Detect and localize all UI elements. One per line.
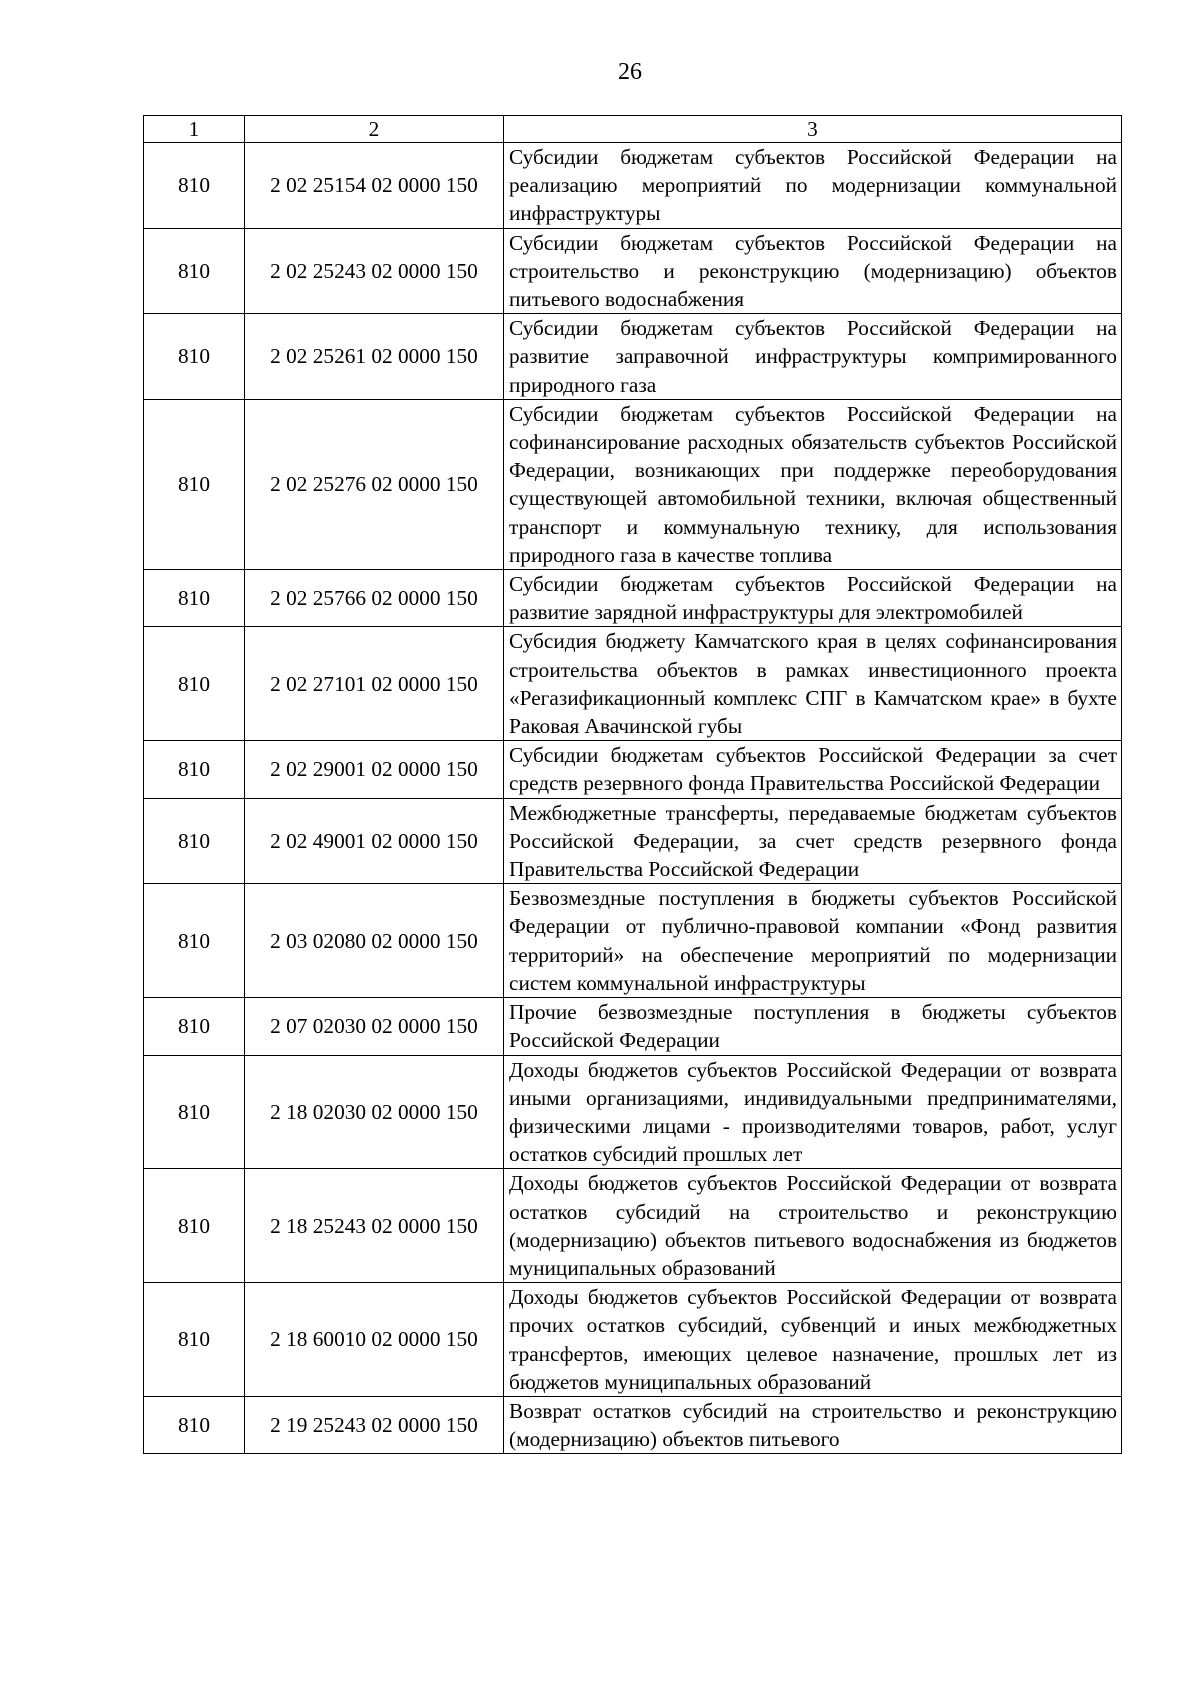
table-row [144,228,1122,314]
revenue-code-cell: 2 02 25154 02 0000 150 [245,143,504,229]
admin-code-cell: 810 [144,314,245,400]
revenue-code-cell: 2 03 02080 02 0000 150 [245,884,504,998]
description-cell: Доходы бюджетов субъектов Российской Федерации от возврата прочих остатков субсидий, субвенций и иных межбюджетных трансфертов, имеющих целевое назначение, прошлых лет из бюджетов муниципальных образований [504,1283,1122,1397]
description-cell: Безвозмездные поступления в бюджеты субъектов Российской Федерации от публично-правовой компании «Фонд развития территорий» на обеспечение мероприятий по модернизации систем коммунальной инфраструктуры [504,884,1122,998]
table-row [144,399,1122,569]
description-cell: Субсидии бюджетам субъектов Российской Федерации на софинансирование расходных обязательств субъектов Российской Федерации, возникающих при поддержке переоборудования существующей автомобильной техники, включая общественный транспорт и коммунальную технику, для использования природного газа в качестве топлива [504,399,1122,569]
description-cell: Субсидии бюджетам субъектов Российской Федерации на развитие зарядной инфраструктуры для электромобилей [504,570,1122,627]
description-cell: Субсидии бюджетам субъектов Российской Федерации за счет средств резервного фонда Правительства Российской Федерации [504,741,1122,798]
admin-code-cell: 810 [144,998,245,1055]
table-row [144,884,1122,998]
revenue-code-cell: 2 02 25276 02 0000 150 [245,399,504,569]
table-header-row [144,116,1122,143]
page-number: 26 [618,59,642,85]
table-row [144,1396,1122,1453]
table-row [144,798,1122,884]
admin-code-cell: 810 [144,1055,245,1169]
header-col-3: 3 [504,116,1122,143]
admin-code-cell: 810 [144,798,245,884]
admin-code-cell: 810 [144,143,245,229]
revenue-code-cell: 2 02 27101 02 0000 150 [245,627,504,741]
admin-code-cell: 810 [144,570,245,627]
admin-code-cell: 810 [144,741,245,798]
admin-code-cell: 810 [144,1396,245,1453]
revenue-code-cell: 2 18 60010 02 0000 150 [245,1283,504,1397]
revenue-code-cell: 2 02 25261 02 0000 150 [245,314,504,400]
revenue-code-cell: 2 07 02030 02 0000 150 [245,998,504,1055]
description-cell: Субсидии бюджетам субъектов Российской Федерации на строительство и реконструкцию (модернизацию) объектов питьевого водоснабжения [504,228,1122,314]
admin-code-cell: 810 [144,228,245,314]
header-col-2: 2 [245,116,504,143]
description-cell: Возврат остатков субсидий на строительство и реконструкцию (модернизацию) объектов питьевого [504,1396,1122,1453]
table-row [144,570,1122,627]
description-cell: Доходы бюджетов субъектов Российской Федерации от возврата остатков субсидий на строительство и реконструкцию (модернизацию) объектов питьевого водоснабжения из бюджетов муниципальных образований [504,1169,1122,1283]
revenue-code-cell: 2 02 25766 02 0000 150 [245,570,504,627]
admin-code-cell: 810 [144,884,245,998]
table-row [144,741,1122,798]
admin-code-cell: 810 [144,1169,245,1283]
revenue-code-cell: 2 18 02030 02 0000 150 [245,1055,504,1169]
table-row [144,1169,1122,1283]
revenue-code-cell: 2 02 49001 02 0000 150 [245,798,504,884]
table-row [144,627,1122,741]
description-cell: Прочие безвозмездные поступления в бюджеты субъектов Российской Федерации [504,998,1122,1055]
admin-code-cell: 810 [144,627,245,741]
revenue-codes-table [143,115,1122,1454]
header-col-1: 1 [144,116,245,143]
table-row [144,314,1122,400]
description-cell: Субсидия бюджету Камчатского края в целях софинансирования строительства объектов в рамках инвестиционного проекта «Регазификационный комплекс СПГ в Камчатском крае» в бухте Раковая Авачинской губы [504,627,1122,741]
description-cell: Субсидии бюджетам субъектов Российской Федерации на реализацию мероприятий по модернизации коммунальной инфраструктуры [504,143,1122,229]
revenue-code-cell: 2 19 25243 02 0000 150 [245,1396,504,1453]
description-cell: Субсидии бюджетам субъектов Российской Федерации на развитие заправочной инфраструктуры компримированного природного газа [504,314,1122,400]
revenue-code-cell: 2 18 25243 02 0000 150 [245,1169,504,1283]
admin-code-cell: 810 [144,1283,245,1397]
admin-code-cell: 810 [144,399,245,569]
revenue-code-cell: 2 02 29001 02 0000 150 [245,741,504,798]
revenue-code-cell: 2 02 25243 02 0000 150 [245,228,504,314]
table-row [144,1283,1122,1397]
description-cell: Межбюджетные трансферты, передаваемые бюджетам субъектов Российской Федерации, за счет средств резервного фонда Правительства Российской Федерации [504,798,1122,884]
table-row [144,998,1122,1055]
table-row [144,1055,1122,1169]
table-row [144,143,1122,229]
description-cell: Доходы бюджетов субъектов Российской Федерации от возврата иными организациями, индивидуальными предпринимателями, физическими лицами - производителями товаров, работ, услуг остатков субсидий прошлых лет [504,1055,1122,1169]
